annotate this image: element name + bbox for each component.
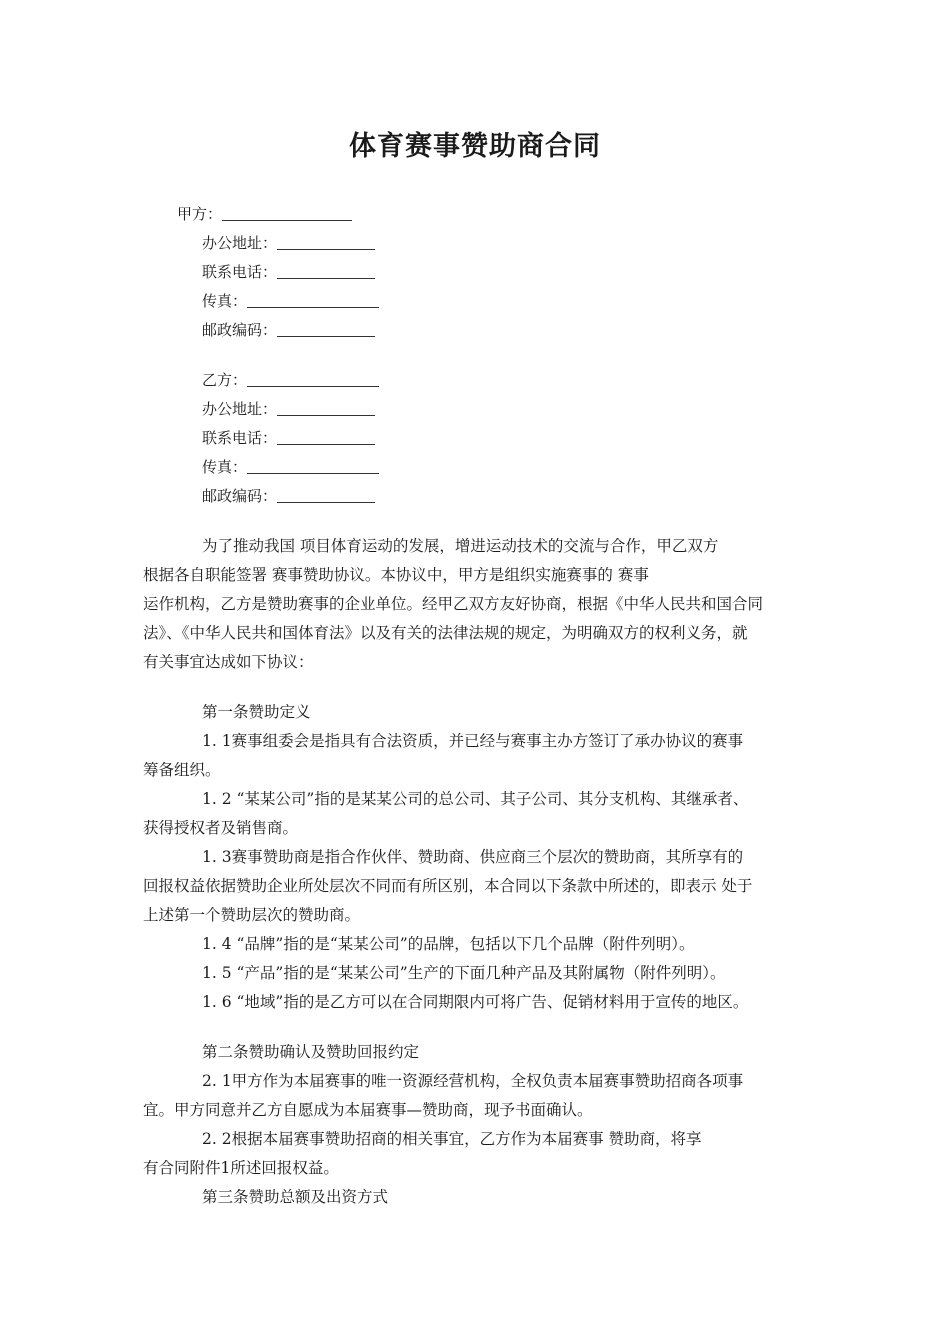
clause-1-4: 1. 4 “品牌”指的是“某某公司”的品牌，包括以下几个品牌（附件列明）。 xyxy=(202,935,695,953)
party-a-name-blank xyxy=(222,206,352,221)
party-a-address-field xyxy=(202,233,375,253)
preamble-line-5: 有关事宜达成如下协议： xyxy=(143,653,314,671)
article-2-heading: 第二条赞助确认及赞助回报约定 xyxy=(202,1043,420,1061)
clause-1-3-line-2: 回报权益依据赞助企业所处层次不同而有所区别，本合同以下条款中所述的，即表示 处于 xyxy=(143,877,753,895)
party-b-phone-blank xyxy=(277,430,375,445)
clause-1-3-line-3: 上述第一个赞助层次的赞助商。 xyxy=(143,906,361,924)
party-b-name-field xyxy=(202,370,379,390)
party-b-fax-blank xyxy=(247,459,379,474)
party-a-phone-field xyxy=(202,262,375,282)
article-1-heading: 第一条赞助定义 xyxy=(202,703,311,721)
clause-1-2-line-2: 获得授权者及销售商。 xyxy=(143,819,299,837)
clause-2-2-line-1: 2. 2根据本届赛事赞助招商的相关事宜，乙方作为本届赛事 赞助商，将享 xyxy=(202,1130,702,1148)
preamble-line-1: 为了推动我国 项目体育运动的发展，增进运动技术的交流与合作，甲乙双方 xyxy=(202,537,719,555)
party-a-postcode-blank xyxy=(277,322,375,337)
article-3-heading: 第三条赞助总额及出资方式 xyxy=(202,1188,389,1206)
party-a-address-blank xyxy=(277,235,375,250)
party-b-postcode-blank xyxy=(277,488,375,503)
party-b-name-label: 乙方： xyxy=(202,371,248,389)
party-b-phone-label: 联系电话： xyxy=(202,429,278,447)
clause-2-2-line-2: 有合同附件1所述回报权益。 xyxy=(143,1159,339,1177)
party-a-phone-label: 联系电话： xyxy=(202,263,278,281)
party-b-address-blank xyxy=(277,401,375,416)
party-b-phone-field xyxy=(202,428,375,448)
preamble-line-3: 运作机构，乙方是赞助赛事的企业单位。经甲乙双方友好协商，根据《中华人民共和国合同 xyxy=(143,595,764,613)
party-b-postcode-field xyxy=(202,486,375,506)
party-a-postcode-field xyxy=(202,320,375,340)
preamble-line-4: 法》、《中华人民共和国体育法》以及有关的法律法规的规定，为明确双方的权利义务，就 xyxy=(143,624,748,642)
preamble-line-2: 根据各自职能签署 赛事赞助协议。本协议中，甲方是组织实施赛事的 赛事 xyxy=(143,566,649,584)
party-a-fax-blank xyxy=(247,293,379,308)
clause-1-3-line-1: 1. 3赛事赞助商是指合作伙伴、赞助商、供应商三个层次的赞助商，其所享有的 xyxy=(202,848,744,866)
clause-1-1-line-2: 筹备组织。 xyxy=(143,761,221,779)
clause-1-1-line-1: 1. 1赛事组委会是指具有合法资质，并已经与赛事主办方签订了承办协议的赛事 xyxy=(202,732,744,750)
clause-2-1-line-2: 宜。甲方同意并乙方自愿成为本届赛事—赞助商，现予书面确认。 xyxy=(143,1101,593,1119)
party-b-fax-label: 传真： xyxy=(202,458,248,476)
party-b-address-field xyxy=(202,399,375,419)
party-a-fax-field xyxy=(202,291,379,311)
party-a-fax-label: 传真： xyxy=(202,292,248,310)
clause-1-2-line-1: 1. 2 “某某公司”指的是某某公司的总公司、其子公司、其分支机构、其继承者、 xyxy=(202,790,749,808)
party-a-postcode-label: 邮政编码： xyxy=(202,321,278,339)
party-b-postcode-label: 邮政编码： xyxy=(202,487,278,505)
party-a-name-label: 甲方： xyxy=(177,205,223,223)
clause-1-6: 1. 6 “地域”指的是乙方可以在合同期限内可将广告、促销材料用于宣传的地区。 xyxy=(202,993,749,1011)
party-b-address-label: 办公地址： xyxy=(202,400,278,418)
party-a-phone-blank xyxy=(277,264,375,279)
party-a-address-label: 办公地址： xyxy=(202,234,278,252)
party-b-name-blank xyxy=(247,372,379,387)
clause-1-5: 1. 5 “产品”指的是“某某公司”生产的下面几种产品及其附属物（附件列明）。 xyxy=(202,964,726,982)
document-title: 体育赛事赞助商合同 xyxy=(349,131,601,162)
party-a-name-field xyxy=(177,204,352,224)
party-b-fax-field xyxy=(202,457,379,477)
clause-2-1-line-1: 2. 1甲方作为本届赛事的唯一资源经营机构，全权负责本届赛事赞助招商各项事 xyxy=(202,1072,744,1090)
